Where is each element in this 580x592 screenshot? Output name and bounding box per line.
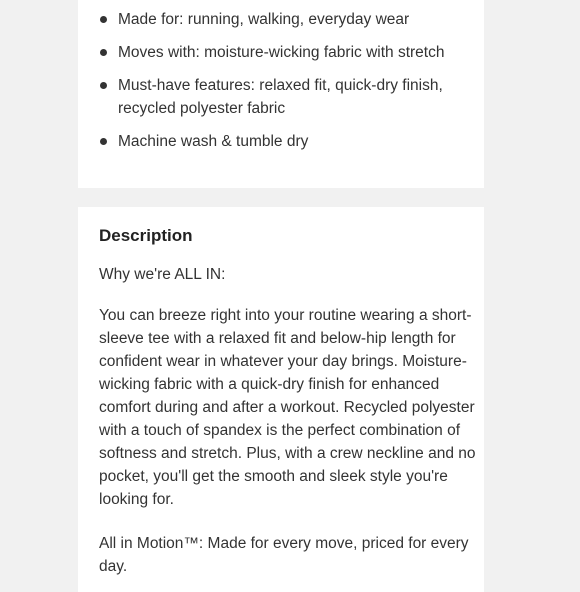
bullet-dot-icon	[100, 16, 107, 23]
feature-list-item	[98, 130, 448, 153]
bullet-dot-icon	[100, 82, 107, 89]
feature-text: Moves with: moisture-wicking fabric with stretch	[118, 44, 445, 61]
description-outro: All in Motion™: Made for every move, priced for every day.	[99, 535, 469, 575]
description-body: You can breeze right into your routine wearing a short-sleeve tee with a relaxed fit and below-hip length for confident wear in whatever your day brings. Moisture-wicking fabric with a quick-dry finish for enhanced comfort during and after a workout. Recycled polyester with a touch of spandex is the perfect combination of softness and stretch. Plus, with a crew neckline and no pocket, you'll get the smooth and sleek style you're looking for.	[99, 307, 476, 508]
features-list	[98, 8, 484, 153]
bullet-dot-icon	[100, 49, 107, 56]
bullet-dot-icon	[100, 138, 107, 145]
features-card	[78, 0, 484, 188]
feature-text: Made for: running, walking, everyday wear	[118, 11, 410, 28]
description-heading: Description	[99, 226, 193, 245]
description-intro: Why we're ALL IN:	[99, 266, 226, 283]
description-card	[78, 207, 484, 592]
feature-text: Machine wash & tumble dry	[118, 133, 309, 150]
feature-list-item	[98, 8, 448, 31]
feature-list-item	[98, 74, 448, 120]
feature-text: Must-have features: relaxed fit, quick-dry finish, recycled polyester fabric	[118, 77, 443, 117]
feature-list-item	[98, 41, 448, 64]
